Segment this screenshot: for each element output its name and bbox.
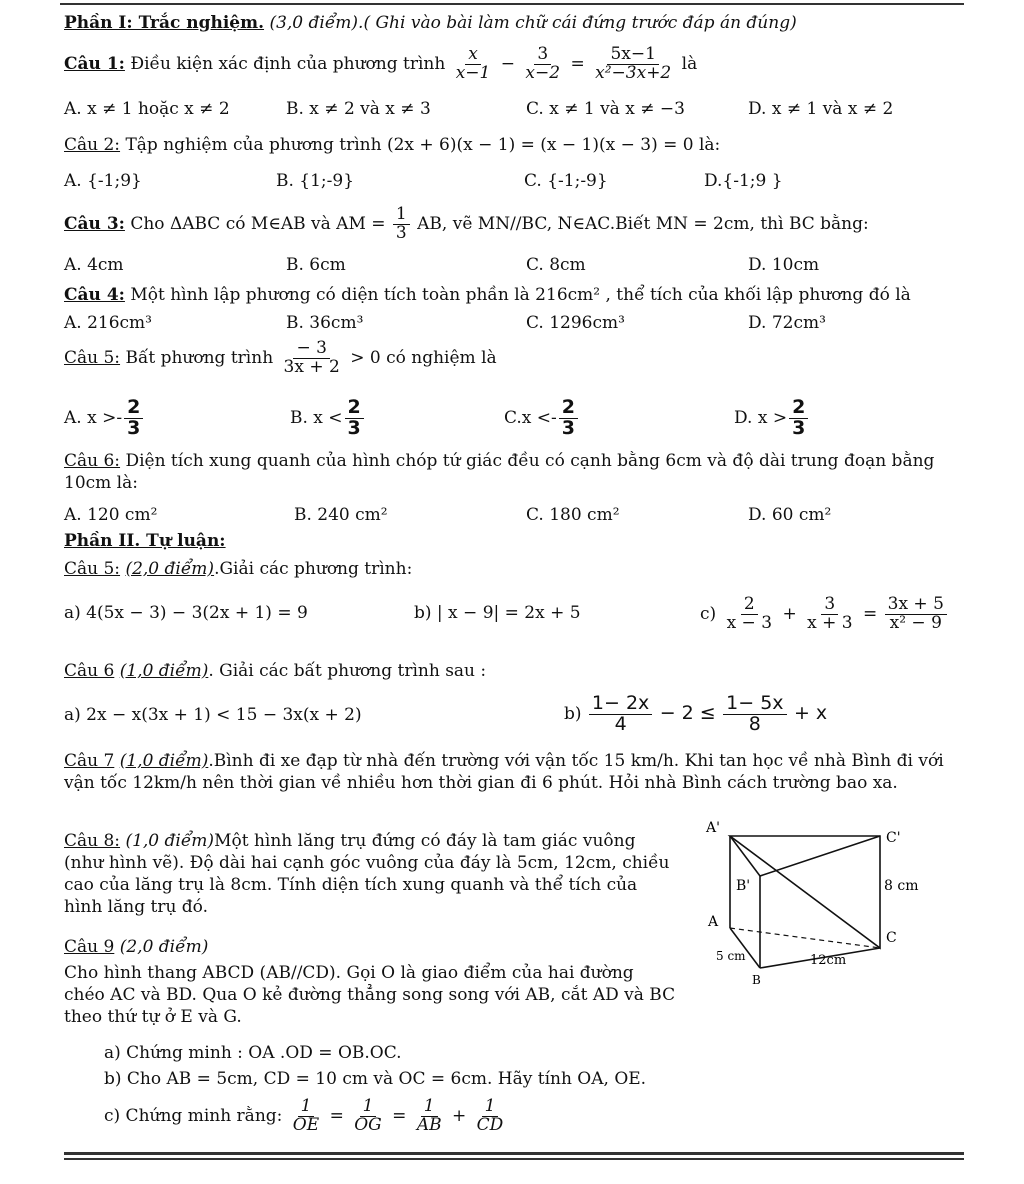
q6-label: Câu 6: xyxy=(64,451,121,471)
q1-frac1: $\frac{x}{x-1}$ xyxy=(455,44,491,83)
part1-heading-row xyxy=(64,12,970,34)
top-rule xyxy=(60,3,964,5)
e9-note: (2,0 điểm) xyxy=(119,937,209,957)
e5-part-c: c) $\frac{2}{x - 3}$ + $\frac{3}{x + 3}$ = $\frac{3x + 5}{\text{x² − 9}}$ xyxy=(700,596,949,633)
q1-option-b: B. x ≠ 2 và x ≠ 3 xyxy=(286,99,431,119)
q5-text1: Bất phương trình xyxy=(125,347,274,368)
q5-option-d: D. x > $\frac{2}{3}$ xyxy=(734,398,810,439)
e7-label: Câu 7 xyxy=(64,751,115,771)
e6-note: (1,0 điểm) xyxy=(119,661,209,681)
q5-option-b: B. x < $\frac{2}{3}$ xyxy=(290,398,366,439)
e9-part-c: c) Chứng minh rằng: $\frac{1}{OE}$ = $\frac{1}{OG}$ = $\frac{1}{AB}$ + $\frac{1}{CD}$ xyxy=(104,1096,504,1135)
e9-heading xyxy=(64,936,970,958)
e5-note: (2,0 điểm) xyxy=(125,559,215,579)
q1-option-a: A. x ≠ 1 hoặc x ≠ 2 xyxy=(64,99,230,119)
q1-option-c: C. x ≠ 1 và x ≠ −3 xyxy=(526,99,685,119)
label-side-5: 5 cm xyxy=(716,949,746,963)
q3-text2: AB, vẽ MN//BC, N∈AC.Biết MN = 2cm, thì BC bằng: xyxy=(417,213,869,234)
q2-text: Tập nghiệm của phương trình (2x + 6)(x − 1) = (x − 1)(x − 3) = 0 là: xyxy=(125,135,721,155)
e6-text: . Giải các bất phương trình sau : xyxy=(208,661,487,681)
e8-label: Câu 8: xyxy=(64,831,121,851)
q2-question xyxy=(64,134,970,156)
q2-option-d: D.{-1;9 } xyxy=(704,171,783,191)
q6-option-b: B. 240 cm² xyxy=(294,505,388,525)
label-c-prime: C' xyxy=(886,830,901,846)
q6-option-a: A. 120 cm² xyxy=(64,505,158,525)
e6-question xyxy=(64,660,970,682)
e8-question xyxy=(64,830,676,918)
q3-option-a: A. 4cm xyxy=(64,255,124,275)
q6-option-c: C. 180 cm² xyxy=(526,505,620,525)
q5-option-c: C.x <- $\frac{2}{3}$ xyxy=(504,398,580,439)
q3-frac: $\frac{1}{3}$ xyxy=(393,206,410,243)
q6-option-d: D. 60 cm² xyxy=(748,505,832,525)
q1-question: Câu 1: Điều kiện xác định của phương trình $\frac{x}{x-1}$ − $\frac{3}{x-2}$ = $\frac{5x-1}{\text{x²−3x+2}}$ là xyxy=(64,44,698,83)
e8-text: Một hình lăng trụ đứng có đáy là tam giác vuông (như hình vẽ). Độ dài hai cạnh góc vuông của đáy là 5cm, 12cm, chiều cao của lăng trụ là 8cm. Tính diện tích xung quanh và thể tích của hình lăng trụ đó. xyxy=(64,831,670,917)
q5-frac: $\frac{- 3}{3x + 2}$ xyxy=(283,338,340,377)
q4-label: Câu 4: xyxy=(64,285,125,305)
q2-option-b: B. {1;-9} xyxy=(276,171,355,191)
label-b-prime: B' xyxy=(736,878,751,894)
q2-option-a: A. {-1;9} xyxy=(64,171,142,191)
label-a: A xyxy=(708,914,719,930)
e9-part-b: b) Cho AB = 5cm, CD = 10 cm và OC = 6cm. Hãy tính OA, OE. xyxy=(104,1069,647,1089)
q3-option-b: B. 6cm xyxy=(286,255,346,275)
label-c: C xyxy=(886,930,897,946)
q4-option-c: C. 1296cm³ xyxy=(526,313,625,333)
bottom-rule-thin xyxy=(64,1158,964,1160)
q4-option-d: D. 72cm³ xyxy=(748,313,826,333)
q3-label: Câu 3: xyxy=(64,213,125,234)
q5-options xyxy=(64,396,970,446)
e5-parts xyxy=(64,596,970,648)
q5-question xyxy=(64,340,970,377)
prism-top-edge-bc xyxy=(760,836,880,876)
e7-question xyxy=(64,750,956,794)
q1-frac3: $\frac{5x-1}{\text{x²−3x+2}}$ xyxy=(595,44,672,83)
q3-option-d: D. 10cm xyxy=(748,255,820,275)
q1-text: Điều kiện xác định của phương trình xyxy=(130,53,446,74)
e6-label: Câu 6 xyxy=(64,661,115,681)
q2-label: Câu 2: xyxy=(64,135,121,155)
e5-text: .Giải các phương trình: xyxy=(214,559,413,579)
label-b: B xyxy=(752,973,761,987)
q3-question xyxy=(64,206,970,243)
e6-parts xyxy=(64,694,970,744)
e5-label: Câu 5: xyxy=(64,559,121,579)
part2-heading: Phần II. Tự luận: xyxy=(64,531,226,551)
q4-option-a: A. 216cm³ xyxy=(64,313,152,333)
part2-heading-row xyxy=(64,530,970,552)
q1-frac2: $\frac{3}{x-2}$ xyxy=(525,44,561,83)
q4-text: Một hình lập phương có diện tích toàn phần là 216cm² , thể tích của khối lập phương đó là xyxy=(130,285,911,305)
e8-note: (1,0 điểm) xyxy=(125,831,215,851)
q4-option-b: B. 36cm³ xyxy=(286,313,364,333)
part1-note: (3,0 điểm).( Ghi vào bài làm chữ cái đứng trước đáp án đúng) xyxy=(269,13,797,33)
q6-question xyxy=(64,450,944,494)
e7-text: .Bình đi xe đạp từ nhà đến trường với vận tốc 15 km/h. Khi tan học về nhà Bình đi với vận tốc 12km/h nên thời gian về nhiều hơn thời gian đi 6 phút. Hỏi nhà Bình cách trường bao xa. xyxy=(64,751,944,793)
label-a-prime: A' xyxy=(706,820,720,836)
e9-label: Câu 9 xyxy=(64,937,115,957)
q3-option-c: C. 8cm xyxy=(526,255,586,275)
q6-text: Diện tích xung quanh của hình chóp tứ giác đều có cạnh bằng 6cm và độ dài trung đoạn bằng 10cm là: xyxy=(64,451,935,493)
e5-part-b: b) | x − 9| = 2x + 5 xyxy=(414,603,581,623)
e5-question xyxy=(64,558,970,580)
q3-text1: Cho ΔABC có M∈AB và AM = xyxy=(130,213,386,234)
q1-option-d: D. x ≠ 1 và x ≠ 2 xyxy=(748,99,894,119)
label-height: 8 cm xyxy=(884,878,919,894)
label-side-12: 12cm xyxy=(810,953,847,968)
q5-option-a: A. x >- $\frac{2}{3}$ xyxy=(64,398,145,439)
q5-label: Câu 5: xyxy=(64,347,121,368)
e6-part-b: b) $\frac{1- 2x}{4}$ − 2 ≤ $\frac{1- 5x}{8}$ + x xyxy=(564,692,828,735)
e5-part-a: a) 4(5x − 3) − 3(2x + 1) = 9 xyxy=(64,603,308,623)
q2-option-c: C. {-1;-9} xyxy=(524,171,608,191)
e9-text: Cho hình thang ABCD (AB//CD). Gọi O là giao điểm của hai đường chéo AC và BD. Qua O kẻ đường thẳng song song với AB, cắt AD và BC theo thứ tự ở E và G. xyxy=(64,963,676,1027)
q1-label: Câu 1: xyxy=(64,53,125,74)
e6-part-a: a) 2x − x(3x + 1) < 15 − 3x(x + 2) xyxy=(64,705,362,725)
part1-heading: Phần I: Trắc nghiệm. xyxy=(64,13,265,33)
q4-question xyxy=(64,284,970,306)
e7-note: (1,0 điểm) xyxy=(119,751,209,771)
prism-figure xyxy=(700,818,940,988)
bottom-rule-thick xyxy=(64,1152,964,1155)
q5-text2: > 0 có nghiệm là xyxy=(350,347,497,368)
e9-part-a: a) Chứng minh : OA .OD = OB.OC. xyxy=(104,1043,402,1063)
